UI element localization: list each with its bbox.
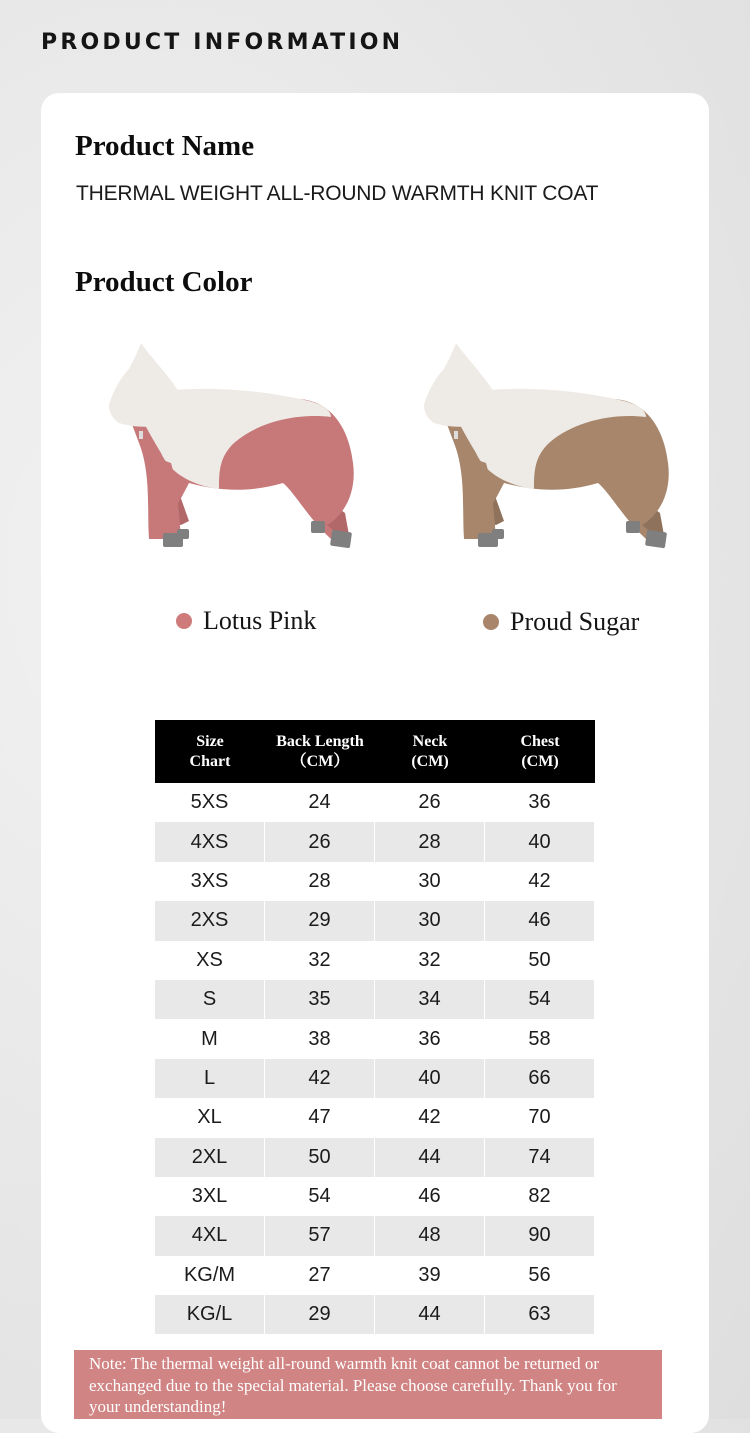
neck-cell: 26 bbox=[375, 783, 485, 822]
table-row bbox=[155, 1059, 595, 1098]
table-row bbox=[155, 1256, 595, 1295]
proud-sugar-swatch-icon bbox=[483, 614, 499, 630]
size-cell: XL bbox=[155, 1098, 265, 1137]
size-chart-header-row bbox=[155, 720, 595, 783]
size-cell: 4XS bbox=[155, 822, 265, 861]
back-length-cell: 50 bbox=[265, 1138, 375, 1177]
back-length-cell: 24 bbox=[265, 783, 375, 822]
size-chart-body bbox=[155, 783, 595, 1334]
product-name-heading: Product Name bbox=[75, 130, 255, 162]
table-row bbox=[155, 1019, 595, 1058]
size-cell: XS bbox=[155, 941, 265, 980]
chest-cell: 56 bbox=[485, 1256, 595, 1295]
size-cell: KG/M bbox=[155, 1256, 265, 1295]
size-cell: 3XL bbox=[155, 1177, 265, 1216]
chest-cell: 82 bbox=[485, 1177, 595, 1216]
back-length-cell: 47 bbox=[265, 1098, 375, 1137]
neck-cell: 30 bbox=[375, 862, 485, 901]
back-length-cell: 38 bbox=[265, 1019, 375, 1058]
header-neck: Neck (CM) bbox=[375, 720, 485, 783]
chest-cell: 63 bbox=[485, 1295, 595, 1334]
chest-cell: 66 bbox=[485, 1059, 595, 1098]
table-row bbox=[155, 822, 595, 861]
table-row bbox=[155, 1138, 595, 1177]
neck-cell: 44 bbox=[375, 1138, 485, 1177]
chest-cell: 36 bbox=[485, 783, 595, 822]
header-size-chart: Size Chart bbox=[155, 720, 265, 783]
back-length-cell: 54 bbox=[265, 1177, 375, 1216]
chest-cell: 70 bbox=[485, 1098, 595, 1137]
table-row bbox=[155, 1216, 595, 1255]
back-length-cell: 29 bbox=[265, 901, 375, 940]
neck-cell: 39 bbox=[375, 1256, 485, 1295]
proud-sugar-garment-image[interactable] bbox=[384, 343, 676, 568]
size-chart-table bbox=[155, 720, 595, 1334]
return-policy-note: Note: The thermal weight all-round warmth knit coat cannot be returned or exchanged due to the special material. Please choose carefully. Thank you for your understanding! bbox=[74, 1350, 662, 1419]
size-cell: S bbox=[155, 980, 265, 1019]
neck-cell: 34 bbox=[375, 980, 485, 1019]
table-row bbox=[155, 980, 595, 1019]
size-cell: 5XS bbox=[155, 783, 265, 822]
size-cell: L bbox=[155, 1059, 265, 1098]
size-cell: KG/L bbox=[155, 1295, 265, 1334]
size-cell: M bbox=[155, 1019, 265, 1058]
chest-cell: 40 bbox=[485, 822, 595, 861]
chest-cell: 58 bbox=[485, 1019, 595, 1058]
back-length-cell: 28 bbox=[265, 862, 375, 901]
lotus-pink-garment-image[interactable] bbox=[69, 343, 361, 568]
size-cell: 2XL bbox=[155, 1138, 265, 1177]
back-length-cell: 57 bbox=[265, 1216, 375, 1255]
color-option-label: Proud Sugar bbox=[510, 607, 640, 636]
product-name-value: THERMAL WEIGHT ALL-ROUND WARMTH KNIT COAT bbox=[76, 182, 599, 205]
chest-cell: 90 bbox=[485, 1216, 595, 1255]
table-row bbox=[155, 1098, 595, 1137]
color-option-proud-sugar[interactable] bbox=[483, 607, 639, 637]
product-color-heading: Product Color bbox=[75, 266, 253, 298]
table-row bbox=[155, 1295, 595, 1334]
neck-cell: 36 bbox=[375, 1019, 485, 1058]
table-row bbox=[155, 862, 595, 901]
size-cell: 4XL bbox=[155, 1216, 265, 1255]
neck-cell: 42 bbox=[375, 1098, 485, 1137]
back-length-cell: 26 bbox=[265, 822, 375, 861]
back-length-cell: 42 bbox=[265, 1059, 375, 1098]
neck-cell: 32 bbox=[375, 941, 485, 980]
size-cell: 3XS bbox=[155, 862, 265, 901]
neck-cell: 48 bbox=[375, 1216, 485, 1255]
back-length-cell: 27 bbox=[265, 1256, 375, 1295]
neck-cell: 30 bbox=[375, 901, 485, 940]
chest-cell: 46 bbox=[485, 901, 595, 940]
table-row bbox=[155, 941, 595, 980]
back-length-cell: 35 bbox=[265, 980, 375, 1019]
size-cell: 2XS bbox=[155, 901, 265, 940]
chest-cell: 42 bbox=[485, 862, 595, 901]
chest-cell: 74 bbox=[485, 1138, 595, 1177]
table-row bbox=[155, 901, 595, 940]
chest-cell: 50 bbox=[485, 941, 595, 980]
lotus-pink-swatch-icon bbox=[176, 613, 192, 629]
chest-cell: 54 bbox=[485, 980, 595, 1019]
neck-cell: 28 bbox=[375, 822, 485, 861]
table-row bbox=[155, 783, 595, 822]
color-option-label: Lotus Pink bbox=[203, 606, 317, 635]
header-chest: Chest (CM) bbox=[485, 720, 595, 783]
page-title: PRODUCT INFORMATION bbox=[41, 30, 404, 55]
color-option-lotus-pink[interactable] bbox=[176, 606, 316, 636]
neck-cell: 44 bbox=[375, 1295, 485, 1334]
back-length-cell: 32 bbox=[265, 941, 375, 980]
neck-cell: 46 bbox=[375, 1177, 485, 1216]
back-length-cell: 29 bbox=[265, 1295, 375, 1334]
neck-cell: 40 bbox=[375, 1059, 485, 1098]
header-back-length: Back Length （CM） bbox=[265, 720, 375, 783]
table-row bbox=[155, 1177, 595, 1216]
